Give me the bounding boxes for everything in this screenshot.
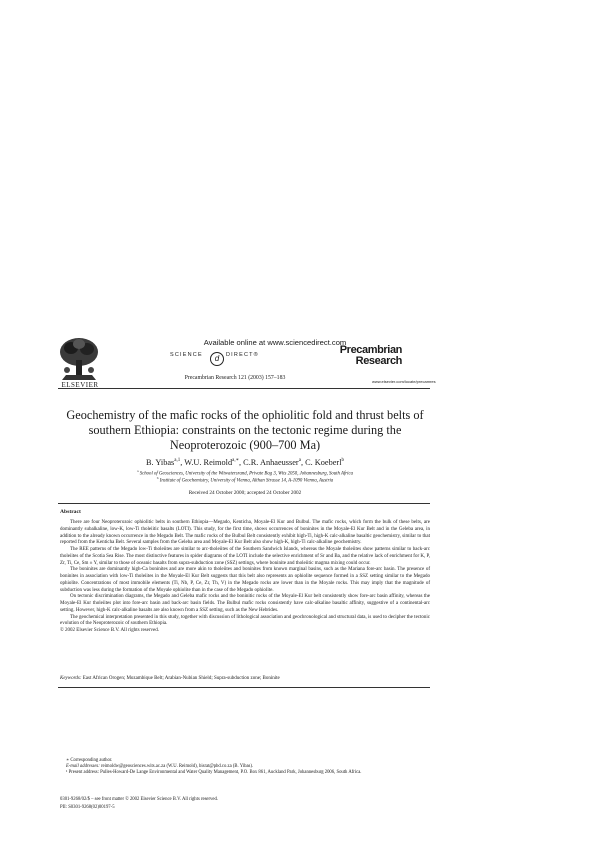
footnote-divider [58,687,430,688]
abstract-heading: Abstract [60,509,81,515]
email-addresses[interactable]: reimoldw@geosciences.wits.ac.za (W.U. Reimold), bisrat@pbd.co.za (B. Yibas). [100,764,254,770]
author-sep: , [180,457,185,467]
author-name: C. Koeberl [305,457,342,467]
author-list [60,457,430,467]
footnote-corresponding: ∗ Corresponding author. [66,758,113,763]
author-name: W.U. Reimold [184,457,233,467]
footnote-present-address: ¹ Present address: Pulles-Howard-De Lange Environmental and Water Quality Management, P.O. Box 861, Auckland Park, Johannesburg 2006, South Africa. [66,770,362,776]
journal-logo [322,345,402,366]
abstract-paragraph: The geochemical interpretation presented in this study, together with discussion of lithological association and geochronological and structural data, is used to decipher the tectonic evolution of the Neoproterozoic of southern Ethiopia. [60,614,430,627]
copyright-line: © 2002 Elsevier Science B.V. All rights reserved. [60,628,159,633]
author-sup[interactable]: a,1 [174,458,181,463]
affiliation-b [60,476,430,484]
sciencedirect-right: DIRECT® [226,352,259,358]
affiliation-text: Institute of Geochemistry, University of Vienna, Althan Strasse 14, A-1090 Vienna, Austria [159,478,334,484]
author-sep: , [300,457,306,467]
keywords-text: East African Orogen; Mozambique Belt; Arabian-Nubian Shield; Supra-subduction zone; Boninite [82,676,280,681]
affiliation-sup: a [136,469,139,473]
keywords-line [60,676,430,681]
author-sep: , [239,457,244,467]
author-sup[interactable]: b [341,458,344,463]
abstract-body [60,520,430,635]
available-online-text[interactable]: Available online at www.sciencedirect.com [203,338,347,347]
author-sup[interactable]: a,∗ [232,458,239,463]
abstract-paragraph: The boninites are dominantly high-Ca boninites and are more akin to tholeiites and boninites from known marginal basins, such as the Mariana fore-arc basin. The presence of boninites in association with low-Ti tholeiites in the Moyale-El Kur Belt suggests that this belt also represents an ophiolite sequence formed in a SSZ setting similar to the Megado ophiolite. Concentrations of most immobile elements (Ti, Nb, P, Ce, Zr, Th, V) in the Megado rocks are lower than in the Moyale rocks. This may imply that the magnitude of subduction was less during the formation of the Moyale ophiolite than in the case of the Megado ophiolite. [60,567,430,593]
affiliation-text: School of Geosciences, University of the Witwatersrand, Private Bag 3, Wits 2050, Johannesburg, South Africa [139,471,354,477]
journal-logo-line-2: Research [355,354,402,367]
journal-url[interactable]: www.elsevier.com/locate/precamres [372,379,436,384]
author-name: C.R. Anhaeusser [243,457,299,467]
journal-citation: Precambrian Research 121 (2003) 157–183 [184,375,286,381]
author-name: B. Yibas [145,457,175,467]
header-divider [58,388,430,389]
author-sup[interactable]: a [298,458,301,463]
pii-line: PII: S0301-9268(02)00197-5 [60,805,115,810]
email-label: E-mail addresses: [66,764,100,770]
received-dates: Received 24 October 2000; accepted 24 October 2002 [188,490,302,496]
abstract-divider [58,503,430,504]
keywords-label: Keywords: [60,676,82,681]
sciencedirect-mark-icon: d [210,352,224,366]
journal-logo-line-1: Precambrian [339,344,402,356]
footnotes [60,758,430,777]
elsevier-tree-logo [58,336,100,382]
sciencedirect-left: SCIENCE [170,352,203,358]
abstract-paragraph: On tectonic discrimination diagrams, the Megado and Geleba mafic rocks and the boninitic rocks of the Moyale-El Kur belt consistently show fore-arc basin affinity, whereas the Moyale-El Kur tholeiites plot into fore-arc basin and back-arc basin fields. The Bulbul mafic rocks consistently have calc-alkaline basaltic affinity, suggestive of a continental-arc setting. However, high-K calc-alkaline basalts are also known from a SSZ setting, such as the New Hebrides. [60,594,430,613]
article-title: Geochemistry of the mafic rocks of the ophiolitic fold and thrust belts of southern Ethiopia: constraints on the tectonic regime during the Neoproterozoic (900–700 Ma) [66,408,424,452]
abstract-paragraph: There are four Neoproterozoic ophiolitic belts in southern Ethiopia—Megado, Kenticha, Moyale-El Kur and Bulbul. The mafic rocks, which form the bulk of these belts, are dominantly subalkaline, low-K, low-Ti tholeiitic basalts (LOTI). This study, for the first time, shows occurrences of boninites in the Moyale-El Kur Belt and in the Geleba area, in addition to the already known occurrence in the Megado Belt. The mafic rocks of the Bulbul Belt consistently exhibit high-Ti, high-K calc-alkaline basaltic geochemistry, similar to that reported from the Kenticha Belt. Several samples from the Geleba area and Moyale-El Kur Belt also show high-K, high-Ti calc-alkaline geochemistry. [60,520,430,546]
abstract-paragraph: The REE patterns of the Megado low-Ti tholeiites are similar to arc-tholeiites of the Southern Sandwich Islands, whereas the Moyale tholeiites show patterns similar to back-arc tholeiites of the Scotia Sea Rise. The most distinctive features in spider diagrams of the LOTI include the selective enrichment of Sr and Ba, and the relative lack of enrichment for K, P, Zr, Ti, Ce, Sm ± Y, similar to those of oceanic basalts from supra-subduction zone (SSZ) settings, where boninite and tholeiitic magma mixing could occur. [60,547,430,566]
affiliation-sup: b [156,476,159,480]
publisher-name: ELSEVIER [61,381,99,389]
issn-line: 0301-9268/02/$ – see front matter © 2002 Elsevier Science B.V. All rights reserved. [60,797,218,802]
